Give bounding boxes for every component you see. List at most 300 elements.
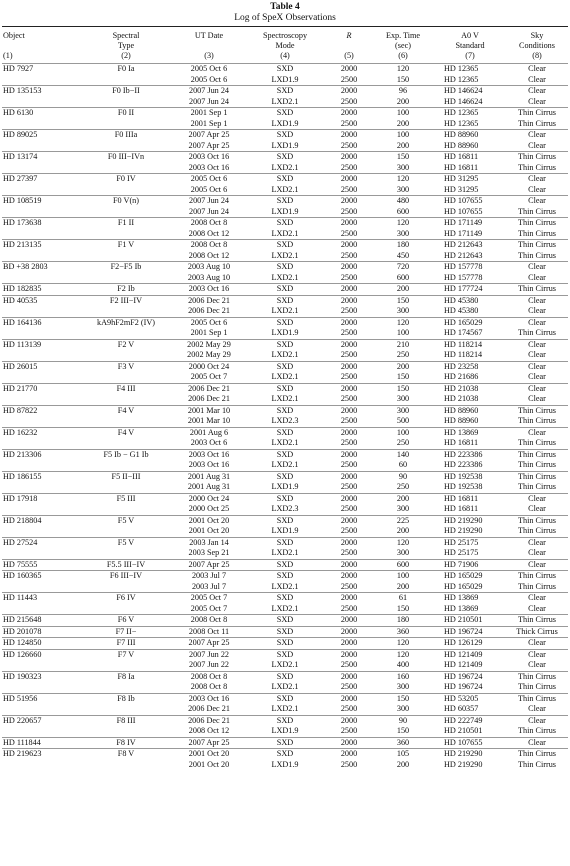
cell-exp-time: 600 — [396, 206, 410, 216]
cell-exp-time: 100 — [372, 108, 434, 119]
cell-spectral-type — [78, 526, 174, 537]
cell-spectral-type: F8 IV — [78, 737, 174, 749]
cell-sky: Thin Cirrus — [506, 671, 568, 682]
cell-exp-time: 300 — [396, 504, 410, 513]
col-sub-sky: Conditions — [519, 41, 555, 50]
cell-standard: HD 21686 — [444, 372, 479, 381]
cell-resolution: 2500 — [340, 526, 358, 535]
cell-sky: Clear — [528, 74, 546, 84]
cell-mode: SXD — [244, 449, 326, 460]
cell-mode: LXD2.1 — [271, 682, 299, 691]
cell-object — [2, 704, 78, 715]
cell-mode: SXD — [244, 108, 326, 119]
cell-sky: Clear — [528, 504, 546, 513]
table-row — [2, 108, 568, 119]
cell-ut-date: 2003 Oct 16 — [174, 693, 244, 704]
cell-standard: HD 16811 — [434, 152, 506, 163]
cell-mode: LXD1.9 — [271, 759, 299, 769]
table-row — [2, 438, 568, 449]
cell-object — [2, 726, 78, 737]
cell-object — [2, 273, 78, 284]
table-row — [2, 86, 568, 97]
cell-mode: SXD — [244, 737, 326, 749]
cell-ut-date: 2007 Jun 24 — [174, 86, 244, 97]
cell-ut-date: 2003 Sep 21 — [188, 548, 230, 557]
cell-ut-date: 2002 May 29 — [187, 350, 231, 359]
col-header-standard: A0 V — [461, 31, 479, 40]
cell-spectral-type — [78, 416, 174, 427]
cell-standard: HD 21038 — [444, 394, 479, 403]
cell-sky: Thin Cirrus — [518, 526, 556, 535]
table-row — [2, 671, 568, 682]
cell-sky: Thin Cirrus — [506, 471, 568, 482]
table-row — [2, 582, 568, 593]
cell-resolution: 2000 — [326, 383, 372, 394]
cell-ut-date: 2005 Oct 6 — [174, 317, 244, 328]
cell-spectral-type — [78, 438, 174, 449]
cell-resolution: 2500 — [340, 74, 358, 84]
cell-resolution: 2500 — [340, 394, 358, 403]
cell-object — [2, 482, 78, 493]
cell-sky: Clear — [528, 96, 546, 106]
cell-resolution: 2500 — [340, 184, 358, 194]
col-sub-r — [326, 41, 372, 51]
table-row — [2, 75, 568, 86]
cell-exp-time: 96 — [372, 86, 434, 97]
cell-mode: LXD2.1 — [271, 228, 299, 238]
cell-object: HD 201078 — [2, 626, 78, 638]
cell-sky: Thick Cirrus — [506, 626, 568, 638]
cell-exp-time: 360 — [372, 737, 434, 749]
table-row — [2, 185, 568, 196]
cell-spectral-type — [78, 460, 174, 471]
cell-resolution: 2000 — [326, 361, 372, 372]
table-row — [2, 449, 568, 460]
cell-spectral-type: F7 V — [78, 649, 174, 660]
cell-sky: Clear — [506, 130, 568, 141]
cell-exp-time: 100 — [372, 427, 434, 438]
cell-mode: SXD — [244, 649, 326, 660]
cell-standard: HD 71906 — [434, 559, 506, 571]
cell-sky: Clear — [506, 86, 568, 97]
cell-standard: HD 12365 — [434, 108, 506, 119]
cell-exp-time: 180 — [372, 240, 434, 251]
cell-standard: HD 13869 — [434, 593, 506, 604]
cell-standard: HD 177724 — [434, 284, 506, 296]
cell-spectral-type — [78, 229, 174, 240]
cell-spectral-type — [78, 582, 174, 593]
cell-ut-date: 2005 Oct 6 — [190, 74, 228, 84]
cell-object: HD 6130 — [2, 108, 78, 119]
cell-sky: Thin Cirrus — [518, 162, 556, 172]
cell-exp-time: 400 — [396, 660, 410, 669]
cell-ut-date: 2000 Oct 24 — [174, 361, 244, 372]
cell-spectral-type: F2 Ib — [78, 284, 174, 296]
cell-resolution: 2500 — [340, 603, 358, 613]
cell-mode: LXD2.1 — [271, 660, 299, 669]
cell-spectral-type — [78, 185, 174, 196]
cell-sky: Thin Cirrus — [506, 749, 568, 760]
cell-object: HD 89025 — [2, 130, 78, 141]
cell-ut-date: 2000 Oct 24 — [174, 493, 244, 504]
cell-exp-time: 150 — [372, 295, 434, 306]
cell-object — [2, 75, 78, 86]
cell-resolution: 2500 — [340, 759, 358, 769]
table-row — [2, 141, 568, 152]
cell-object: HD 17918 — [2, 493, 78, 504]
cell-object: BD +38 2803 — [2, 262, 78, 273]
cell-exp-time: 150 — [396, 726, 410, 735]
cell-spectral-type — [78, 660, 174, 671]
cell-sky: Clear — [528, 272, 546, 282]
cell-sky: Thin Cirrus — [518, 250, 556, 260]
cell-object — [2, 660, 78, 671]
cell-spectral-type — [78, 394, 174, 405]
cell-mode: LXD2.1 — [271, 581, 299, 591]
cell-exp-time: 720 — [372, 262, 434, 273]
cell-mode: LXD1.9 — [271, 482, 299, 491]
cell-ut-date: 2001 Sep 1 — [174, 108, 244, 119]
cell-standard: HD 196724 — [444, 682, 483, 691]
cell-standard: HD 219290 — [444, 759, 483, 769]
cell-resolution: 2500 — [340, 306, 358, 315]
cell-spectral-type — [78, 251, 174, 262]
table-row — [2, 715, 568, 726]
cell-mode: SXD — [244, 317, 326, 328]
cell-standard: HD 219290 — [444, 526, 483, 535]
cell-object: HD 16232 — [2, 427, 78, 438]
cell-exp-time: 450 — [396, 250, 410, 260]
cell-standard: HD 121409 — [434, 649, 506, 660]
cell-object: HD 190323 — [2, 671, 78, 682]
cell-ut-date: 2005 Oct 6 — [174, 64, 244, 75]
cell-standard: HD 31295 — [434, 174, 506, 185]
cell-ut-date: 2001 Aug 31 — [187, 482, 231, 491]
cell-ut-date: 2001 Aug 31 — [174, 471, 244, 482]
cell-sky: Thin Cirrus — [506, 240, 568, 251]
cell-standard: HD 21038 — [434, 383, 506, 394]
cell-mode: LXD2.1 — [271, 184, 299, 194]
cell-ut-date: 2001 Oct 20 — [188, 759, 230, 769]
cell-standard: HD 210501 — [434, 615, 506, 627]
cell-mode: SXD — [244, 693, 326, 704]
cell-exp-time: 160 — [372, 671, 434, 682]
cell-standard: HD 157778 — [434, 262, 506, 273]
cell-ut-date: 2003 Oct 16 — [174, 449, 244, 460]
cell-object: HD 51956 — [2, 693, 78, 704]
cell-object: HD 186155 — [2, 471, 78, 482]
cell-sky: Clear — [528, 350, 546, 359]
cell-mode: SXD — [244, 339, 326, 350]
cell-object: HD 27524 — [2, 537, 78, 548]
cell-sky: Thin Cirrus — [518, 438, 556, 447]
cell-exp-time: 140 — [372, 449, 434, 460]
cell-mode: LXD2.1 — [271, 306, 299, 315]
cell-standard: HD 88960 — [444, 416, 479, 425]
cell-mode: LXD1.9 — [271, 118, 299, 128]
table-row — [2, 328, 568, 339]
cell-standard: HD 171149 — [434, 218, 506, 229]
cell-standard: HD 210501 — [444, 726, 483, 735]
col-sub-mode: Mode — [275, 41, 295, 50]
cell-spectral-type: F4 V — [78, 405, 174, 416]
cell-object: HD 13174 — [2, 152, 78, 163]
cell-ut-date: 2001 Mar 10 — [174, 405, 244, 416]
cell-sky: Thin Cirrus — [506, 152, 568, 163]
cell-ut-date: 2007 Apr 25 — [174, 737, 244, 749]
col-num-1: (1) — [3, 51, 13, 60]
cell-standard: HD 196724 — [434, 626, 506, 638]
cell-resolution: 2500 — [340, 726, 358, 735]
cell-mode: LXD2.1 — [271, 350, 299, 359]
col-header-r: R — [346, 31, 352, 40]
cell-ut-date: 2007 Jun 24 — [188, 96, 230, 106]
cell-exp-time: 90 — [372, 471, 434, 482]
cell-mode: SXD — [244, 515, 326, 526]
cell-spectral-type — [78, 328, 174, 339]
cell-sky: Thin Cirrus — [518, 759, 556, 769]
cell-ut-date: 2008 Oct 12 — [188, 726, 230, 735]
table-row — [2, 130, 568, 141]
table-row — [2, 504, 568, 515]
table-row — [2, 262, 568, 273]
cell-object — [2, 350, 78, 361]
cell-spectral-type: F5 III — [78, 493, 174, 504]
cell-standard: HD 107655 — [434, 196, 506, 207]
cell-standard: HD 88960 — [434, 130, 506, 141]
cell-sky: Clear — [506, 174, 568, 185]
cell-standard: HD 192538 — [444, 482, 483, 491]
cell-standard: HD 146624 — [444, 96, 483, 106]
table-row — [2, 394, 568, 405]
cell-exp-time: 360 — [372, 626, 434, 638]
table-row — [2, 482, 568, 493]
cell-resolution: 2000 — [326, 693, 372, 704]
cell-sky: Thin Cirrus — [506, 515, 568, 526]
cell-standard: HD 219290 — [434, 515, 506, 526]
table-row — [2, 350, 568, 361]
cell-ut-date: 2000 Oct 25 — [188, 504, 230, 513]
cell-mode: LXD2.1 — [271, 272, 299, 282]
cell-mode: LXD2.1 — [271, 250, 299, 260]
cell-spectral-type — [78, 75, 174, 86]
table-row — [2, 207, 568, 218]
cell-object: HD 213135 — [2, 240, 78, 251]
cell-mode: LXD1.9 — [271, 206, 299, 216]
cell-exp-time: 120 — [372, 218, 434, 229]
table-row — [2, 559, 568, 571]
cell-spectral-type — [78, 119, 174, 130]
cell-resolution: 2000 — [326, 537, 372, 548]
cell-sky: Thin Cirrus — [518, 726, 556, 735]
cell-sky: Clear — [528, 660, 546, 669]
cell-object: HD 213306 — [2, 449, 78, 460]
cell-exp-time: 210 — [372, 339, 434, 350]
cell-spectral-type: F7 III — [78, 638, 174, 650]
cell-standard: HD 45380 — [434, 295, 506, 306]
header-row-1 — [2, 27, 568, 42]
table-row — [2, 726, 568, 737]
cell-resolution: 2500 — [340, 416, 358, 425]
cell-standard: HD 171149 — [444, 228, 483, 238]
cell-ut-date: 2001 Aug 6 — [174, 427, 244, 438]
cell-resolution: 2500 — [340, 140, 358, 150]
table-row — [2, 638, 568, 650]
cell-exp-time: 250 — [396, 350, 410, 359]
col-header-date: UT Date — [194, 31, 224, 40]
cell-spectral-type — [78, 306, 174, 317]
cell-mode: SXD — [244, 284, 326, 296]
cell-resolution: 2000 — [326, 130, 372, 141]
cell-sky: Thin Cirrus — [518, 482, 556, 491]
cell-resolution: 2500 — [340, 206, 358, 216]
cell-spectral-type — [78, 163, 174, 174]
cell-resolution: 2500 — [340, 660, 358, 669]
cell-exp-time: 200 — [372, 361, 434, 372]
col-header-mode: Spectroscopy — [262, 31, 308, 40]
cell-exp-time: 150 — [396, 603, 410, 613]
table-row — [2, 317, 568, 328]
cell-resolution: 2000 — [326, 108, 372, 119]
table-row — [2, 649, 568, 660]
table-row — [2, 593, 568, 604]
table-row — [2, 427, 568, 438]
cell-object — [2, 504, 78, 515]
cell-ut-date: 2006 Dec 21 — [188, 704, 230, 713]
table-row — [2, 660, 568, 671]
cell-object — [2, 328, 78, 339]
cell-object — [2, 163, 78, 174]
cell-object — [2, 548, 78, 559]
cell-resolution: 2500 — [340, 372, 358, 381]
cell-mode: SXD — [244, 626, 326, 638]
cell-object: HD 160365 — [2, 571, 78, 582]
cell-spectral-type: F8 V — [78, 749, 174, 760]
cell-object: HD 182835 — [2, 284, 78, 296]
cell-ut-date: 2007 Apr 25 — [188, 140, 230, 150]
cell-standard: HD 16811 — [444, 504, 479, 513]
cell-sky: Thin Cirrus — [506, 108, 568, 119]
cell-standard: HD 25175 — [434, 537, 506, 548]
cell-exp-time: 200 — [372, 493, 434, 504]
cell-ut-date: 2008 Oct 8 — [190, 682, 228, 691]
cell-ut-date: 2005 Oct 6 — [174, 174, 244, 185]
cell-mode: SXD — [244, 130, 326, 141]
cell-resolution: 2500 — [340, 482, 358, 491]
cell-mode: SXD — [244, 537, 326, 548]
cell-spectral-type — [78, 504, 174, 515]
col-num-8: (8) — [532, 51, 542, 60]
cell-object — [2, 760, 78, 771]
cell-sky: Thin Cirrus — [518, 206, 556, 216]
cell-standard: HD 16811 — [444, 438, 479, 447]
table-row — [2, 372, 568, 383]
col-header-sky: Sky — [530, 31, 544, 40]
cell-spectral-type: F0 Ib−II — [78, 86, 174, 97]
table-row — [2, 626, 568, 638]
cell-ut-date: 2003 Jul 7 — [174, 571, 244, 582]
cell-ut-date: 2001 Mar 10 — [187, 416, 231, 425]
cell-exp-time: 300 — [396, 704, 410, 713]
cell-mode: SXD — [244, 571, 326, 582]
cell-resolution: 2500 — [340, 460, 358, 469]
table-row — [2, 548, 568, 559]
cell-resolution: 2500 — [340, 548, 358, 557]
table-row — [2, 306, 568, 317]
cell-sky: Clear — [528, 140, 546, 150]
cell-ut-date: 2005 Oct 7 — [190, 372, 228, 381]
cell-standard: HD 12365 — [434, 64, 506, 75]
cell-mode: SXD — [244, 405, 326, 416]
cell-spectral-type — [78, 273, 174, 284]
cell-object: HD 126660 — [2, 649, 78, 660]
cell-mode: LXD2.1 — [271, 603, 299, 613]
cell-object — [2, 185, 78, 196]
cell-object: HD 21770 — [2, 383, 78, 394]
col-sub-standard: Standard — [455, 41, 485, 50]
cell-object — [2, 119, 78, 130]
cell-resolution: 2500 — [340, 504, 358, 513]
cell-sky: Clear — [506, 737, 568, 749]
cell-sky: Thin Cirrus — [518, 118, 556, 128]
cell-mode: SXD — [244, 196, 326, 207]
cell-ut-date: 2003 Oct 16 — [174, 284, 244, 296]
cell-standard: HD 45380 — [444, 306, 479, 315]
table-row — [2, 218, 568, 229]
table-row — [2, 615, 568, 627]
table-row — [2, 383, 568, 394]
cell-standard: HD 212643 — [434, 240, 506, 251]
col-num-3: (3) — [204, 51, 214, 60]
cell-sky: Clear — [528, 306, 546, 315]
col-num-4: (4) — [280, 51, 290, 60]
cell-resolution: 2000 — [326, 515, 372, 526]
cell-sky: Clear — [528, 372, 546, 381]
cell-ut-date: 2007 Apr 25 — [174, 130, 244, 141]
cell-object: HD 215648 — [2, 615, 78, 627]
cell-exp-time: 225 — [372, 515, 434, 526]
cell-resolution: 2000 — [326, 405, 372, 416]
cell-exp-time: 200 — [372, 284, 434, 296]
cell-resolution: 2000 — [326, 593, 372, 604]
cell-spectral-type — [78, 207, 174, 218]
cell-spectral-type: F4 III — [78, 383, 174, 394]
cell-object — [2, 251, 78, 262]
cell-resolution: 2000 — [326, 626, 372, 638]
cell-exp-time: 120 — [372, 638, 434, 650]
cell-ut-date: 2001 Sep 1 — [190, 328, 228, 337]
table-row — [2, 295, 568, 306]
table-row — [2, 416, 568, 427]
cell-mode: LXD1.9 — [271, 526, 299, 535]
cell-standard: HD 212643 — [444, 250, 483, 260]
cell-resolution: 2000 — [326, 317, 372, 328]
cell-mode: LXD2.1 — [271, 162, 299, 172]
table-header — [2, 27, 568, 64]
cell-exp-time: 600 — [372, 559, 434, 571]
cell-spectral-type: F6 V — [78, 615, 174, 627]
cell-spectral-type: F6 IV — [78, 593, 174, 604]
cell-exp-time: 150 — [396, 372, 410, 381]
cell-sky: Clear — [528, 548, 546, 557]
cell-spectral-type: F5 II−III — [78, 471, 174, 482]
cell-mode: SXD — [244, 295, 326, 306]
cell-standard: HD 196724 — [434, 671, 506, 682]
cell-spectral-type: F1 V — [78, 240, 174, 251]
cell-standard: HD 174567 — [444, 328, 483, 337]
cell-ut-date: 2003 Oct 16 — [174, 152, 244, 163]
table-caption — [0, 0, 570, 24]
